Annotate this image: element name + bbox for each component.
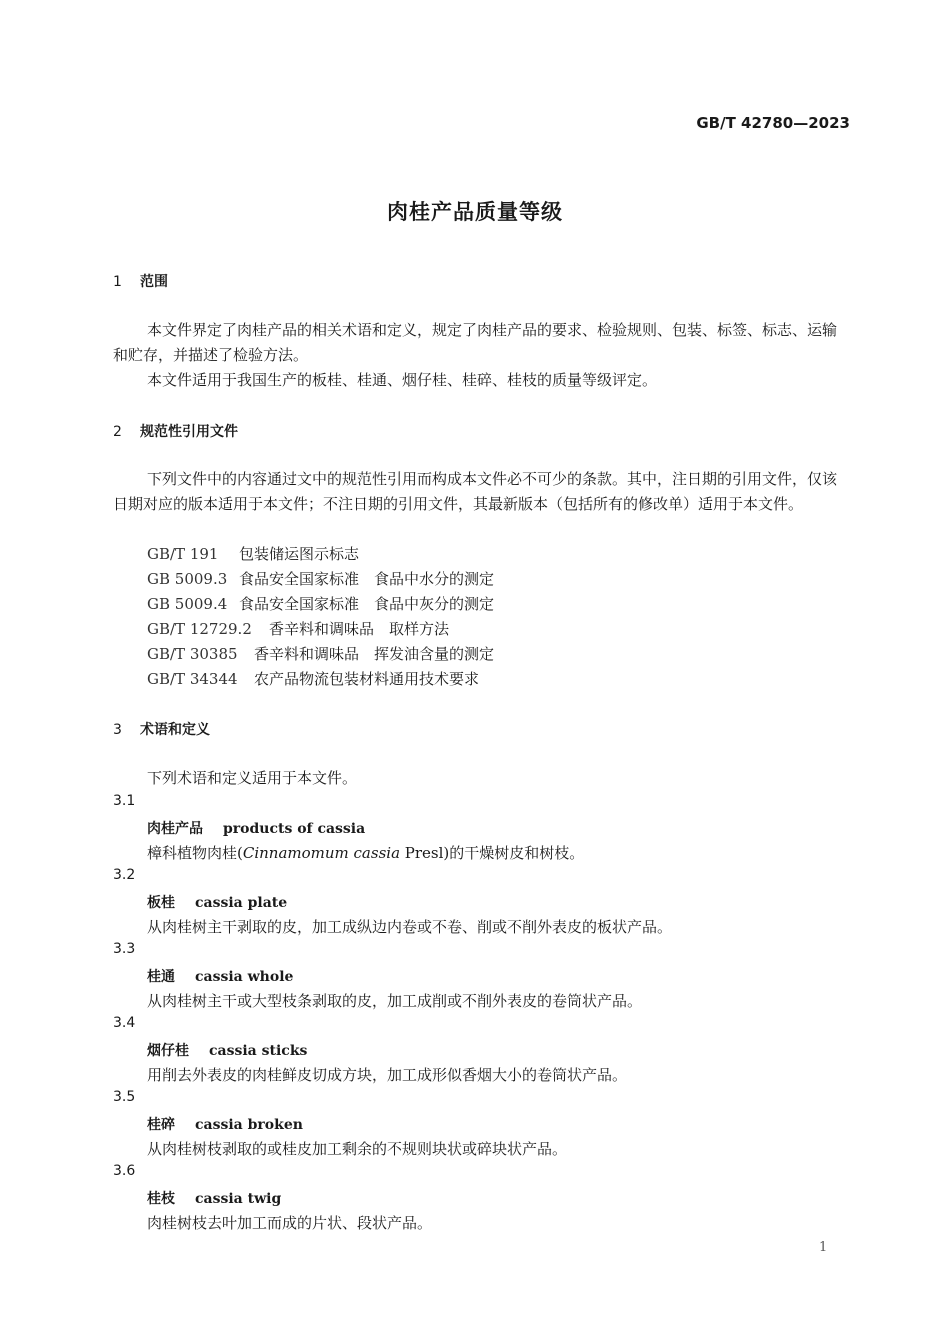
reference-code: GB 5009.4 [147,595,228,613]
term-en: cassia sticks [209,1043,308,1059]
section-title: 规范性引用文件 [140,424,238,440]
term-heading [147,1114,303,1134]
term-en: products of cassia [223,821,366,837]
reference-title: 香辛料和调味品 挥发油含量的测定 [254,645,495,663]
section-number: 2 [113,424,122,440]
term-definition: 肉桂树枝去叶加工而成的片状、段状产品。 [147,1214,433,1232]
term-zh: 烟仔桂 [147,1043,189,1059]
term-zh: 桂通 [147,969,175,985]
reference-item [147,668,479,689]
reference-item [147,568,494,589]
section-3-intro: 下列术语和定义适用于本文件。 [147,769,358,787]
reference-code: GB/T 34344 [147,670,238,688]
term-definition: 从肉桂树主干或大型枝条剥取的皮，加工成削或不削外表皮的卷筒状产品。 [147,992,643,1010]
standard-number: GB/T 42780—2023 [696,114,850,132]
reference-code: GB 5009.3 [147,570,228,588]
term-heading [147,818,365,838]
section-2-paragraph-1: 下列文件中的内容通过文中的规范性引用而构成本文件必不可少的条款。其中，注日期的引用文件，仅该日期对应的版本适用于本文件；不注日期的引用文件，其最新版本（包括所有的修改单）适用于本文件。 [113,470,838,513]
term-heading [147,1040,307,1060]
reference-code: GB/T 30385 [147,645,238,663]
term-definition: 用削去外表皮的肉桂鲜皮切成方块，加工成形似香烟大小的卷筒状产品。 [147,1066,628,1084]
term-zh: 肉桂产品 [147,821,203,837]
reference-title: 包装储运图示标志 [239,545,360,563]
term-definition-latin: Cinnamomum cassia [242,844,401,862]
term-zh: 桂碎 [147,1117,175,1133]
reference-item [147,643,494,664]
section-title: 范围 [140,274,168,290]
reference-title: 香辛料和调味品 取样方法 [269,620,450,638]
term-heading [147,966,293,986]
term-number: 3.2 [113,867,136,883]
section-title: 术语和定义 [140,722,210,738]
term-en: cassia twig [195,1191,282,1207]
section-1-heading [113,271,168,291]
term-zh: 桂枝 [147,1191,175,1207]
term-definition: 从肉桂树枝剥取的或桂皮加工剩余的不规则块状或碎块状产品。 [147,1140,568,1158]
section-number: 3 [113,722,122,738]
term-en: cassia plate [195,895,288,911]
reference-item [147,543,359,564]
section-2-heading [113,421,238,441]
term-heading [147,892,287,912]
term-definition [147,842,584,863]
section-number: 1 [113,274,122,290]
reference-item [147,618,449,639]
term-number: 3.6 [113,1163,136,1179]
page-number: 1 [819,1240,828,1255]
reference-code: GB/T 12729.2 [147,620,252,638]
term-number: 3.3 [113,941,136,957]
section-1-paragraph-2: 本文件适用于我国生产的板桂、桂通、烟仔桂、桂碎、桂枝的质量等级评定。 [147,371,658,389]
reference-title: 食品安全国家标准 食品中灰分的测定 [239,595,495,613]
term-number: 3.1 [113,793,136,809]
reference-title: 农产品物流包装材料通用技术要求 [254,670,480,688]
document-title: 肉桂产品质量等级 [387,200,563,224]
reference-item [147,593,494,614]
term-en: cassia broken [195,1117,303,1133]
reference-title: 食品安全国家标准 食品中水分的测定 [239,570,495,588]
term-en: cassia whole [195,969,294,985]
term-definition-pre: 樟科植物肉桂( [147,844,243,862]
term-definition-post: Presl)的干燥树皮和树枝。 [400,844,585,862]
reference-code: GB/T 191 [147,545,219,563]
term-zh: 板桂 [147,895,175,911]
term-number: 3.4 [113,1015,136,1031]
section-1-paragraph-1: 本文件界定了肉桂产品的相关术语和定义，规定了肉桂产品的要求、检验规则、包装、标签、标志、运输和贮存，并描述了检验方法。 [113,321,838,364]
term-definition: 从肉桂树主干剥取的皮，加工成纵边内卷或不卷、削或不削外表皮的板状产品。 [147,918,673,936]
section-3-heading [113,719,210,739]
term-number: 3.5 [113,1089,136,1105]
term-heading [147,1188,281,1208]
